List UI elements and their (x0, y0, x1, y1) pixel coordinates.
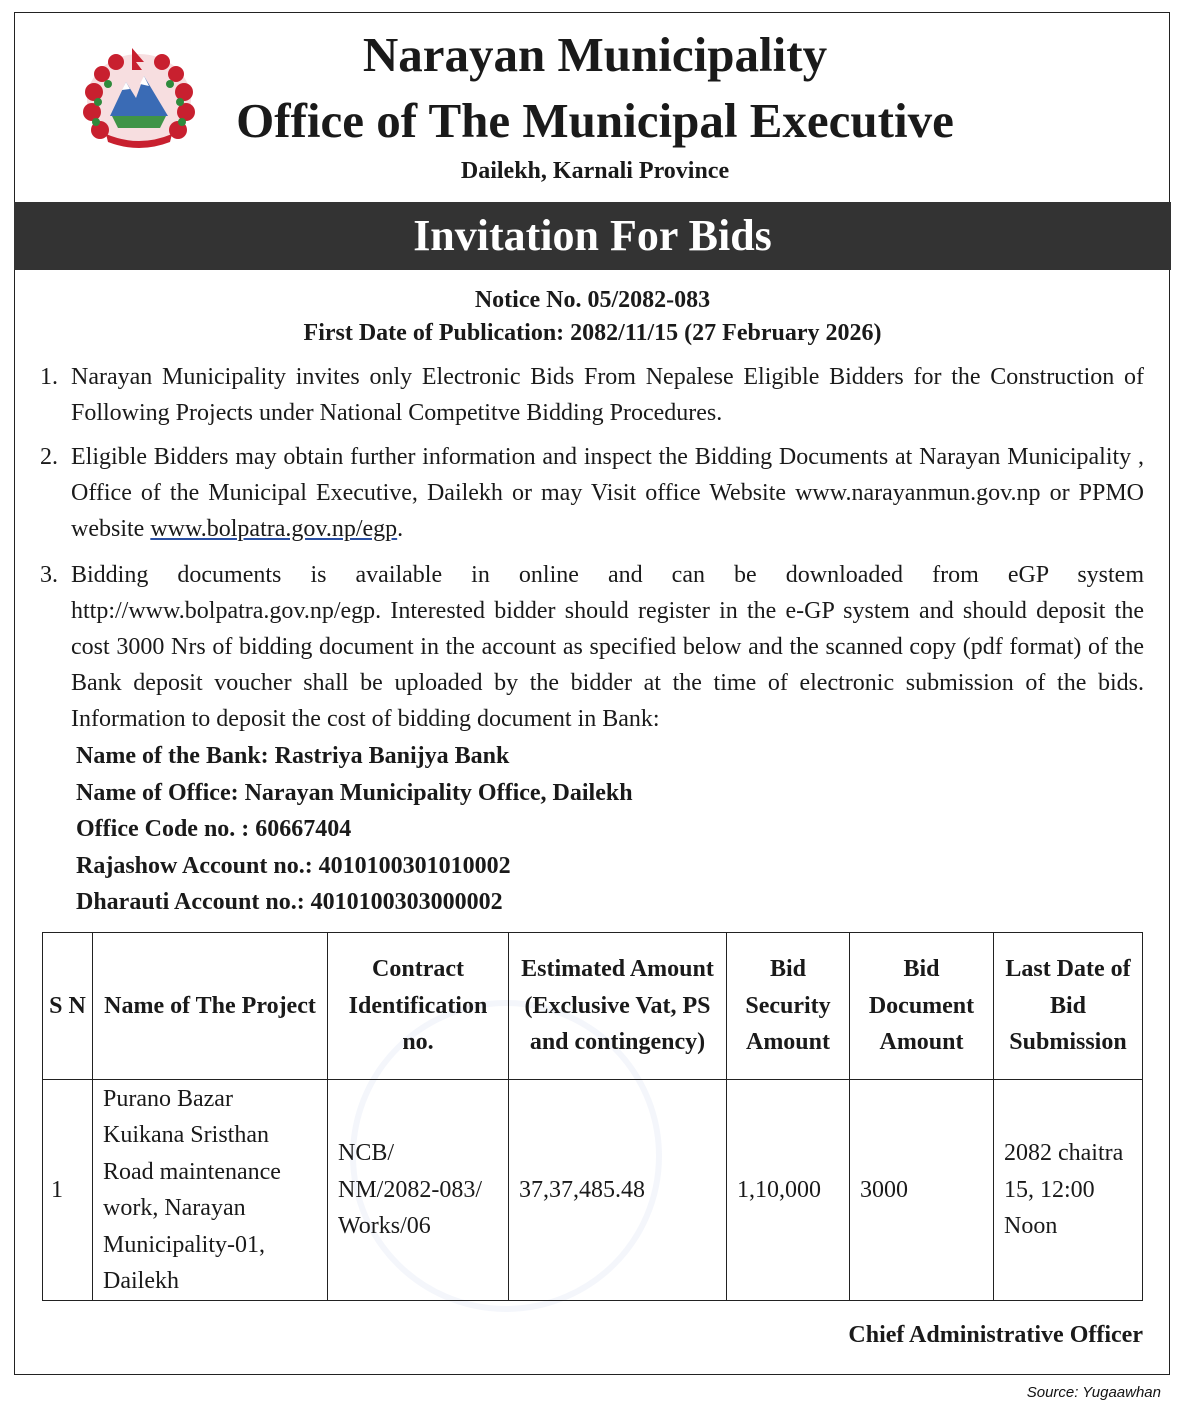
header-security: Bid Security Amount (727, 933, 850, 1080)
paragraph-3-text: Bidding documents is available in online and can be downloaded from eGP system http://www.bolpatra.gov.np/egp. Interested bidder should register in the e-GP system and should deposit the cost 3000 Nrs of bidding document in the account as specified below and the scanned copy (pdf format) of the Bank deposit voucher shall be uploaded by the bidder at the time of electronic submission of the bids. Information to deposit the cost of bidding document in Bank: (71, 562, 1144, 732)
paragraph-3-number: 3. (40, 562, 58, 588)
bolpatra-link[interactable]: www.bolpatra.gov.np/egp (150, 516, 398, 542)
header-sn: S N (43, 933, 93, 1080)
paragraph-2-body: Eligible Bidders may obtain further information and inspect the Bidding Documents at Narayan Municipality , Office of the Municipal Executive, Dailekh or may Visit office Website www.narayanmun.gov.np or PPMO website www.bolpatra.gov.np/egp. (71, 444, 1144, 542)
rajashow-account: Rajashow Account no.: 4010100301010002 (76, 853, 511, 879)
paragraph-2-number: 2. (40, 444, 58, 470)
location-subtitle: Dailekh, Karnali Province (460, 158, 730, 184)
paragraph-1-number: 1. (40, 364, 58, 390)
table-header-row (43, 933, 1143, 1080)
cell-contract: NCB/ NM/2082-083/ Works/06 (328, 1080, 509, 1301)
office-name: Name of Office: Narayan Municipality Office, Dailekh (76, 780, 633, 806)
cell-project: Purano Bazar Kuikana Sristhan Road maintenance work, Narayan Municipality-01, Dailekh (93, 1080, 328, 1301)
nepal-emblem-icon (78, 42, 200, 152)
signature: Chief Administrative Officer (848, 1322, 1143, 1348)
header-project: Name of The Project (93, 933, 328, 1080)
municipality-title: Narayan Municipality (362, 27, 828, 82)
paragraph-1 (40, 359, 1144, 431)
publication-date: First Date of Publication: 2082/11/15 (27 February 2026) (303, 320, 882, 346)
header-contract: Contract Identification no. (328, 933, 509, 1080)
office-title: Office of The Municipal Executive (236, 93, 954, 148)
invitation-banner: Invitation For Bids (14, 202, 1171, 270)
cell-document: 3000 (850, 1080, 994, 1301)
dharauti-account: Dharauti Account no.: 4010100303000002 (76, 889, 503, 915)
cell-last-date: 2082 chaitra 15, 12:00 Noon (994, 1080, 1143, 1301)
paragraph-1-text: Narayan Municipality invites only Electronic Bids From Nepalese Eligible Bidders for the Construction of Following Projects under National Competitve Bidding Procedures. (71, 364, 1144, 426)
cell-estimate: 37,37,485.48 (509, 1080, 727, 1301)
source-credit: Source: Yugaawhan (1026, 1384, 1161, 1401)
notice-number: Notice No. 05/2082-083 (474, 287, 711, 313)
table-row (43, 1080, 1143, 1301)
bank-name: Name of the Bank: Rastriya Banijya Bank (76, 743, 510, 769)
header-last-date: Last Date of Bid Submission (994, 933, 1143, 1080)
paragraph-2-text: Eligible Bidders may obtain further information and inspect the Bidding Documents at Narayan Municipality , Office of the Municipal Executive, Dailekh or may Visit office Website www.narayanmun.gov.np or PPMO website (71, 444, 1144, 542)
header-document: Bid Document Amount (850, 933, 994, 1080)
cell-sn: 1 (43, 1080, 93, 1301)
bids-table (42, 932, 1143, 1301)
paragraph-3 (40, 557, 1144, 737)
paragraph-2 (40, 439, 1144, 547)
cell-security: 1,10,000 (727, 1080, 850, 1301)
office-code: Office Code no. : 60667404 (76, 816, 352, 842)
header-estimate: Estimated Amount (Exclusive Vat, PS and contingency) (509, 933, 727, 1080)
